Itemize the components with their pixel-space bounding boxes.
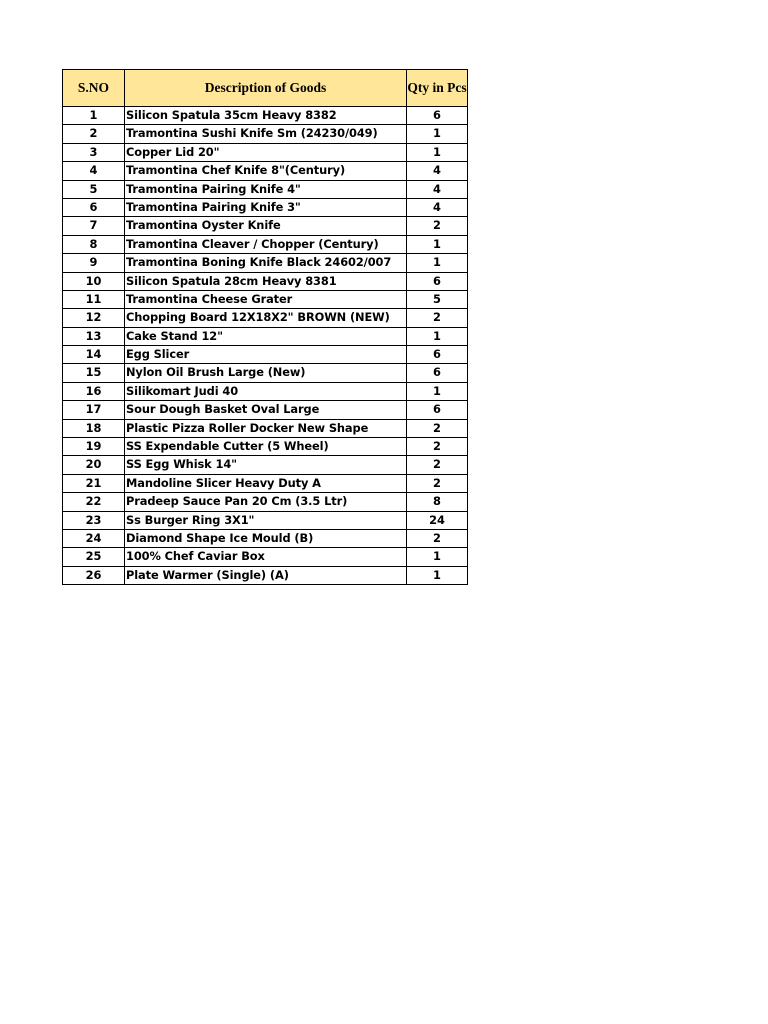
table-row xyxy=(63,327,468,345)
sno-cell[interactable]: 19 xyxy=(63,438,125,456)
sno-cell[interactable]: 11 xyxy=(63,290,125,308)
sno-cell[interactable]: 10 xyxy=(63,272,125,290)
table-row xyxy=(63,162,468,180)
description-cell[interactable]: Nylon Oil Brush Large (New) xyxy=(125,364,407,382)
table-row xyxy=(63,309,468,327)
sno-cell[interactable]: 23 xyxy=(63,511,125,529)
table-row xyxy=(63,456,468,474)
qty-cell[interactable]: 4 xyxy=(407,198,468,216)
description-cell[interactable]: Silicon Spatula 35cm Heavy 8382 xyxy=(125,107,407,125)
sno-cell[interactable]: 14 xyxy=(63,346,125,364)
table-row xyxy=(63,254,468,272)
table-row xyxy=(63,548,468,566)
qty-cell[interactable]: 2 xyxy=(407,419,468,437)
table-row xyxy=(63,180,468,198)
sno-cell[interactable]: 8 xyxy=(63,235,125,253)
goods-table xyxy=(62,69,468,585)
sno-cell[interactable]: 5 xyxy=(63,180,125,198)
table-row xyxy=(63,511,468,529)
sno-cell[interactable]: 9 xyxy=(63,254,125,272)
sno-cell[interactable]: 4 xyxy=(63,162,125,180)
table-body xyxy=(63,107,468,585)
qty-cell[interactable]: 2 xyxy=(407,309,468,327)
qty-cell[interactable]: 1 xyxy=(407,327,468,345)
description-cell[interactable]: Tramontina Pairing Knife 4" xyxy=(125,180,407,198)
qty-cell[interactable]: 6 xyxy=(407,401,468,419)
qty-cell[interactable]: 8 xyxy=(407,493,468,511)
qty-cell[interactable]: 1 xyxy=(407,548,468,566)
description-cell[interactable]: Copper Lid 20" xyxy=(125,143,407,161)
qty-cell[interactable]: 4 xyxy=(407,180,468,198)
description-cell[interactable]: Mandoline Slicer Heavy Duty A xyxy=(125,474,407,492)
qty-cell[interactable]: 5 xyxy=(407,290,468,308)
sno-cell[interactable]: 17 xyxy=(63,401,125,419)
table-row xyxy=(63,290,468,308)
description-cell[interactable]: Cake Stand 12" xyxy=(125,327,407,345)
table-row xyxy=(63,401,468,419)
table-row xyxy=(63,382,468,400)
description-cell[interactable]: Tramontina Sushi Knife Sm (24230/049) xyxy=(125,125,407,143)
table-row xyxy=(63,272,468,290)
description-cell[interactable]: Silikomart Judi 40 xyxy=(125,382,407,400)
table-row xyxy=(63,566,468,584)
table-row xyxy=(63,364,468,382)
qty-cell[interactable]: 1 xyxy=(407,254,468,272)
sno-cell[interactable]: 13 xyxy=(63,327,125,345)
table-row xyxy=(63,529,468,547)
qty-cell[interactable]: 1 xyxy=(407,382,468,400)
header-sno[interactable]: S.NO xyxy=(63,70,125,107)
description-cell[interactable]: Tramontina Cleaver / Chopper (Century) xyxy=(125,235,407,253)
sno-cell[interactable]: 22 xyxy=(63,493,125,511)
sno-cell[interactable]: 15 xyxy=(63,364,125,382)
header-qty[interactable]: Qty in Pcs xyxy=(407,70,468,107)
table-row xyxy=(63,474,468,492)
table-row xyxy=(63,107,468,125)
sno-cell[interactable]: 20 xyxy=(63,456,125,474)
qty-cell[interactable]: 2 xyxy=(407,217,468,235)
table-row xyxy=(63,493,468,511)
sno-cell[interactable]: 12 xyxy=(63,309,125,327)
table-row xyxy=(63,235,468,253)
qty-cell[interactable]: 2 xyxy=(407,438,468,456)
description-cell[interactable]: Plastic Pizza Roller Docker New Shape xyxy=(125,419,407,437)
sno-cell[interactable]: 7 xyxy=(63,217,125,235)
qty-cell[interactable]: 1 xyxy=(407,566,468,584)
description-cell[interactable]: Plate Warmer (Single) (A) xyxy=(125,566,407,584)
description-cell[interactable]: Sour Dough Basket Oval Large xyxy=(125,401,407,419)
sno-cell[interactable]: 25 xyxy=(63,548,125,566)
qty-cell[interactable]: 2 xyxy=(407,529,468,547)
qty-cell[interactable]: 2 xyxy=(407,474,468,492)
sno-cell[interactable]: 21 xyxy=(63,474,125,492)
sno-cell[interactable]: 18 xyxy=(63,419,125,437)
sno-cell[interactable]: 1 xyxy=(63,107,125,125)
description-cell[interactable]: Tramontina Pairing Knife 3" xyxy=(125,198,407,216)
table-row xyxy=(63,143,468,161)
qty-cell[interactable]: 24 xyxy=(407,511,468,529)
table-row xyxy=(63,198,468,216)
description-cell[interactable]: Tramontina Chef Knife 8"(Century) xyxy=(125,162,407,180)
qty-cell[interactable]: 1 xyxy=(407,143,468,161)
table-row xyxy=(63,438,468,456)
qty-cell[interactable]: 4 xyxy=(407,162,468,180)
description-cell[interactable]: SS Expendable Cutter (5 Wheel) xyxy=(125,438,407,456)
header-description[interactable]: Description of Goods xyxy=(125,70,407,107)
table-row xyxy=(63,125,468,143)
header-row xyxy=(63,70,468,107)
description-cell[interactable]: Pradeep Sauce Pan 20 Cm (3.5 Ltr) xyxy=(125,493,407,511)
description-cell[interactable]: Tramontina Cheese Grater xyxy=(125,290,407,308)
qty-cell[interactable]: 6 xyxy=(407,346,468,364)
table-row xyxy=(63,346,468,364)
description-cell[interactable]: 100% Chef Caviar Box xyxy=(125,548,407,566)
description-cell[interactable]: Tramontina Boning Knife Black 24602/007 xyxy=(125,254,407,272)
qty-cell[interactable]: 2 xyxy=(407,456,468,474)
description-cell[interactable]: SS Egg Whisk 14" xyxy=(125,456,407,474)
description-cell[interactable]: Ss Burger Ring 3X1" xyxy=(125,511,407,529)
description-cell[interactable]: Chopping Board 12X18X2" BROWN (NEW) xyxy=(125,309,407,327)
sno-cell[interactable]: 16 xyxy=(63,382,125,400)
qty-cell[interactable]: 1 xyxy=(407,125,468,143)
sno-cell[interactable]: 6 xyxy=(63,198,125,216)
qty-cell[interactable]: 6 xyxy=(407,272,468,290)
sno-cell[interactable]: 3 xyxy=(63,143,125,161)
sno-cell[interactable]: 24 xyxy=(63,529,125,547)
description-cell[interactable]: Egg Slicer xyxy=(125,346,407,364)
description-cell[interactable]: Diamond Shape Ice Mould (B) xyxy=(125,529,407,547)
table-row xyxy=(63,217,468,235)
sno-cell[interactable]: 26 xyxy=(63,566,125,584)
table-row xyxy=(63,419,468,437)
qty-cell[interactable]: 6 xyxy=(407,364,468,382)
qty-cell[interactable]: 6 xyxy=(407,107,468,125)
qty-cell[interactable]: 1 xyxy=(407,235,468,253)
description-cell[interactable]: Silicon Spatula 28cm Heavy 8381 xyxy=(125,272,407,290)
sno-cell[interactable]: 2 xyxy=(63,125,125,143)
description-cell[interactable]: Tramontina Oyster Knife xyxy=(125,217,407,235)
